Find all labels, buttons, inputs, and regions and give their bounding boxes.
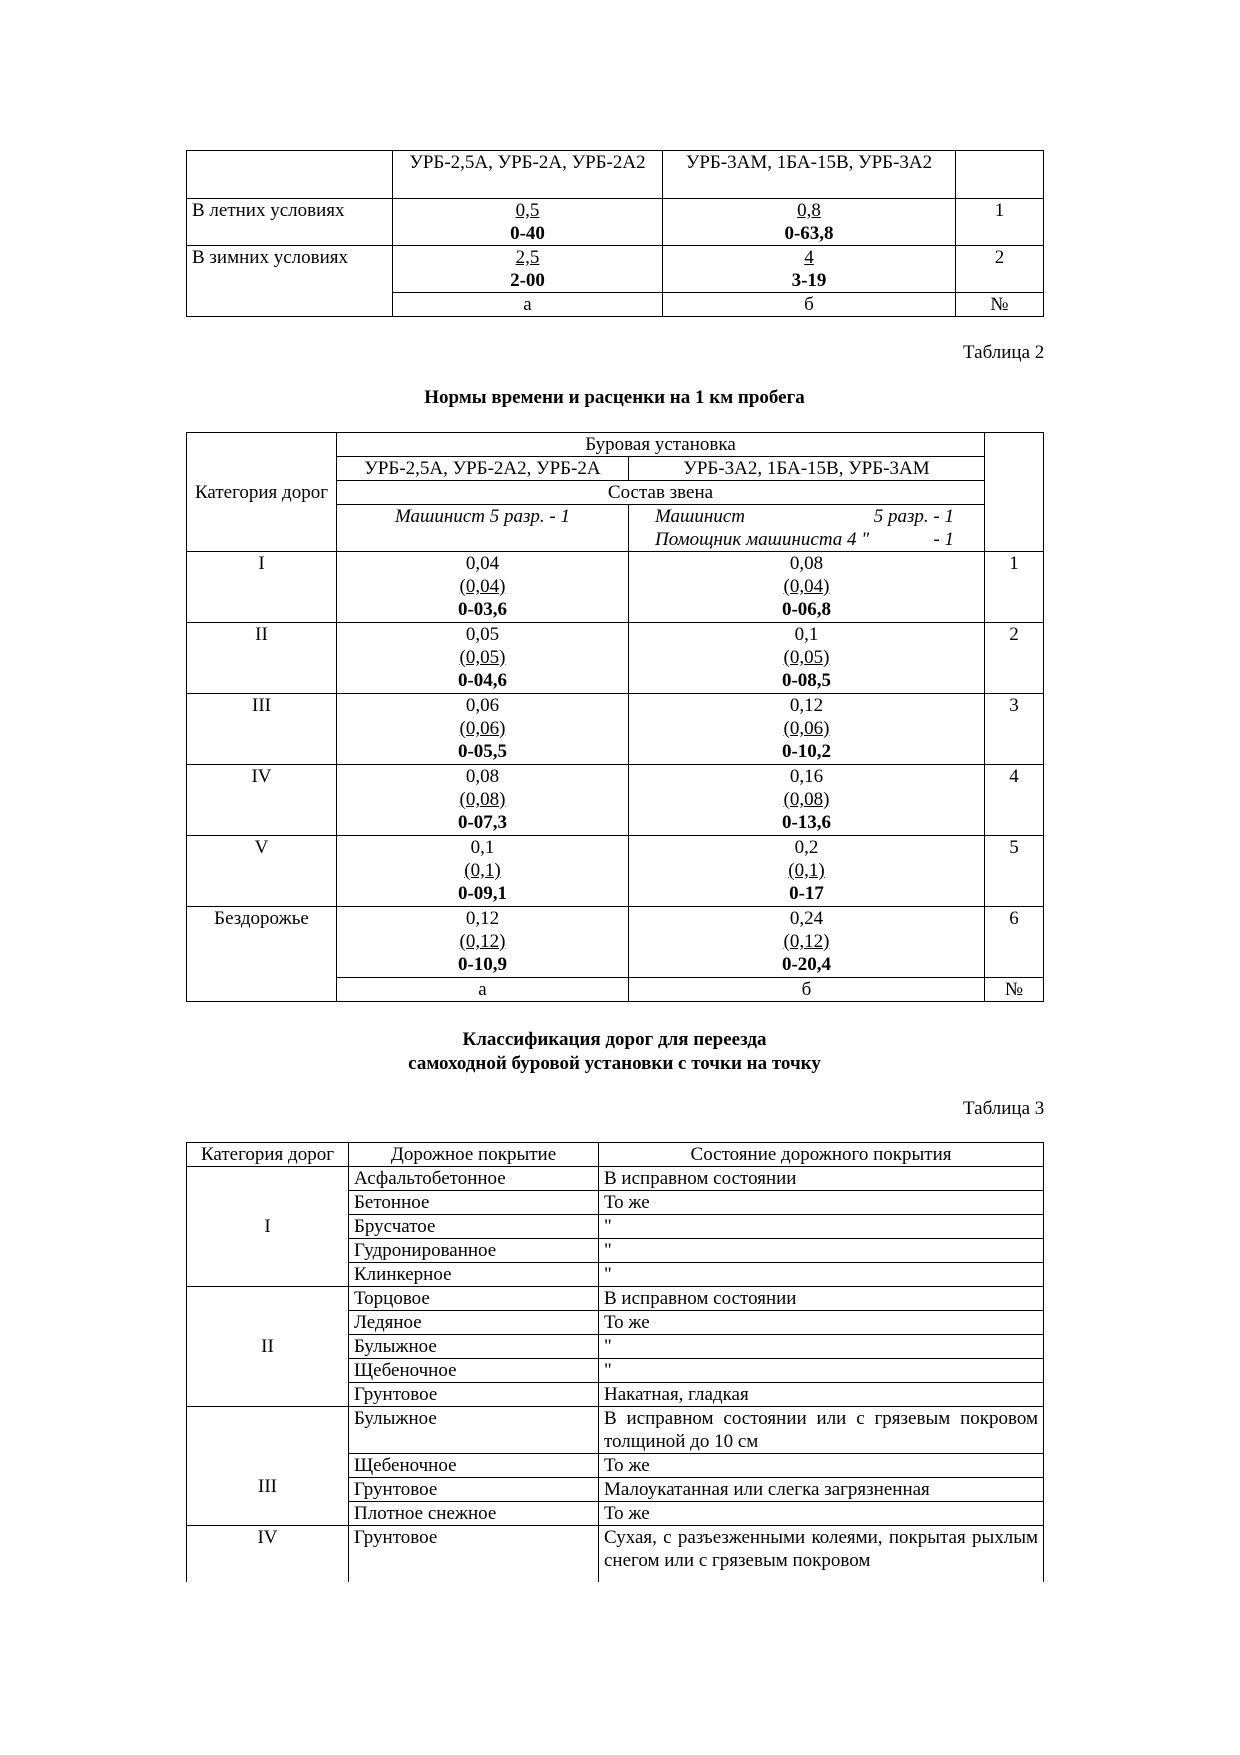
table2-cell-b: 0,2 (0,1) 0-17: [629, 836, 985, 907]
table2-category: I: [187, 552, 337, 623]
table3-state: ": [599, 1215, 1044, 1239]
table3-cover: Плотное снежное: [349, 1502, 599, 1526]
table2-crew-header: Состав звена: [337, 481, 985, 505]
table3-category: IV: [187, 1526, 349, 1583]
table2-cell-a: 0,05 (0,05) 0-04,6: [337, 623, 629, 694]
table1-row-label: В зимних условиях: [187, 246, 393, 317]
table-row: [187, 907, 1044, 978]
table3-state: В исправном состоянии: [599, 1167, 1044, 1191]
table-row: [187, 1167, 1044, 1191]
table3-cover: Брусчатое: [349, 1215, 599, 1239]
table1-footer: №: [956, 293, 1044, 317]
table3-cover: Гудронированное: [349, 1239, 599, 1263]
table3-state: ": [599, 1263, 1044, 1287]
table-2: [186, 432, 1044, 1002]
table2-num-header: [985, 433, 1044, 552]
table1-cell: 2,5 2-00: [393, 246, 663, 293]
table3-cover: Бетонное: [349, 1191, 599, 1215]
table2-cell-b: 0,12 (0,06) 0-10,2: [629, 694, 985, 765]
table2-category: IV: [187, 765, 337, 836]
table-row: [187, 199, 1044, 246]
table-row: [187, 246, 1044, 293]
table2-group-header: Буровая установка: [337, 433, 985, 457]
table-row: [187, 1526, 1044, 1583]
table-row: [187, 694, 1044, 765]
table3-cover: Асфальтобетонное: [349, 1167, 599, 1191]
table3-header-cover: Дорожное покрытие: [349, 1143, 599, 1167]
table3-cover: Грунтовое: [349, 1383, 599, 1407]
table3-cover: Торцовое: [349, 1287, 599, 1311]
table-row: [187, 1407, 1044, 1454]
table-row: [187, 836, 1044, 907]
table1-header-empty: [187, 151, 393, 199]
table2-category: Бездорожье: [187, 907, 337, 1002]
table2-row-num: 4: [985, 765, 1044, 836]
table2-cell-a: 0,06 (0,06) 0-05,5: [337, 694, 629, 765]
table1-cell: 0,5 0-40: [393, 199, 663, 246]
table3-category: I: [187, 1167, 349, 1287]
table2-cell-a: 0,08 (0,08) 0-07,3: [337, 765, 629, 836]
table3-cover: Ледяное: [349, 1311, 599, 1335]
table1-header-num: [956, 151, 1044, 199]
table3-cover: Булыжное: [349, 1407, 599, 1454]
table1-footer: а: [393, 293, 663, 317]
table3-header-category: Категория дорог: [187, 1143, 349, 1167]
table3-state: ": [599, 1335, 1044, 1359]
table-row: [187, 765, 1044, 836]
table3-state: Малоукатанная или слегка загрязненная: [599, 1478, 1044, 1502]
table2-cell-a: 0,12 (0,12) 0-10,9: [337, 907, 629, 978]
table1-footer: б: [663, 293, 956, 317]
table-3: [186, 1142, 1044, 1582]
table2-footer: №: [985, 978, 1044, 1002]
table2-row-num: 2: [985, 623, 1044, 694]
table1-row-label: В летних условиях: [187, 199, 393, 246]
table-1: [186, 150, 1044, 317]
table3-state: То же: [599, 1191, 1044, 1215]
table2-footer: б: [629, 978, 985, 1002]
table2-cell-a: 0,04 (0,04) 0-03,6: [337, 552, 629, 623]
table2-footer: а: [337, 978, 629, 1002]
table3-cover: Булыжное: [349, 1335, 599, 1359]
table3-cover: Щебеночное: [349, 1454, 599, 1478]
table3-state: ": [599, 1239, 1044, 1263]
table2-caption: Таблица 2: [963, 342, 1045, 363]
table3-header-state: Состояние дорожного покрытия: [599, 1143, 1044, 1167]
table3-cover: Щебеночное: [349, 1359, 599, 1383]
table-row: [187, 623, 1044, 694]
table3-state: То же: [599, 1454, 1044, 1478]
table2-col-a: УРБ-2,5А, УРБ-2А2, УРБ-2А: [337, 457, 629, 481]
table2-category-header: Категория дорог: [187, 433, 337, 552]
table3-title: Классификация дорог для переезда самоходной буровой установки с точки на точку: [408, 1029, 821, 1074]
table1-row-num: 2: [956, 246, 1044, 293]
table-row: [187, 1287, 1044, 1311]
table2-title: Нормы времени и расценки на 1 км пробега: [424, 387, 805, 408]
table2-category: V: [187, 836, 337, 907]
table1-cell: 0,8 0-63,8: [663, 199, 956, 246]
table1-row-num: 1: [956, 199, 1044, 246]
table3-state: Накатная, гладкая: [599, 1383, 1044, 1407]
table2-cell-b: 0,24 (0,12) 0-20,4: [629, 907, 985, 978]
table3-cover: Грунтовое: [349, 1478, 599, 1502]
table2-row-num: 6: [985, 907, 1044, 978]
table2-col-b: УРБ-3А2, 1БА-15В, УРБ-3АМ: [629, 457, 985, 481]
table3-state: ": [599, 1359, 1044, 1383]
table2-row-num: 5: [985, 836, 1044, 907]
table1-header-a: УРБ-2,5А, УРБ-2А, УРБ-2А2: [393, 151, 663, 199]
table2-cell-a: 0,1 (0,1) 0-09,1: [337, 836, 629, 907]
table3-state: В исправном состоянии или с грязевым покровом толщиной до 10 см: [599, 1407, 1044, 1454]
table-row: [187, 552, 1044, 623]
table2-crew-b: Машинист 5 разр. - 1 Помощник машиниста 4 " - 1: [629, 505, 985, 552]
table3-cover: Клинкерное: [349, 1263, 599, 1287]
table3-state: То же: [599, 1311, 1044, 1335]
table3-caption: Таблица 3: [963, 1098, 1045, 1119]
table-3-clip: [186, 1142, 1046, 1582]
table2-cell-b: 0,1 (0,05) 0-08,5: [629, 623, 985, 694]
table3-cover: Грунтовое: [349, 1526, 599, 1583]
table2-category: III: [187, 694, 337, 765]
table2-cell-b: 0,08 (0,04) 0-06,8: [629, 552, 985, 623]
table-row: [187, 433, 1044, 457]
table2-crew-a: Машинист 5 разр. - 1: [337, 505, 629, 552]
table2-category: II: [187, 623, 337, 694]
table-row: [187, 151, 1044, 199]
table3-state: То же: [599, 1502, 1044, 1526]
table3-category: III: [187, 1407, 349, 1526]
table3-category: II: [187, 1287, 349, 1407]
table-row: [187, 1143, 1044, 1167]
table1-header-b: УРБ-3АМ, 1БА-15В, УРБ-3А2: [663, 151, 956, 199]
table2-cell-b: 0,16 (0,08) 0-13,6: [629, 765, 985, 836]
table3-state: В исправном состоянии: [599, 1287, 1044, 1311]
table3-state: Сухая, с разъезженными колеями, покрытая рыхлым снегом или с грязевым покровом: [599, 1526, 1044, 1583]
table1-cell: 4 3-19: [663, 246, 956, 293]
table2-row-num: 3: [985, 694, 1044, 765]
table2-row-num: 1: [985, 552, 1044, 623]
